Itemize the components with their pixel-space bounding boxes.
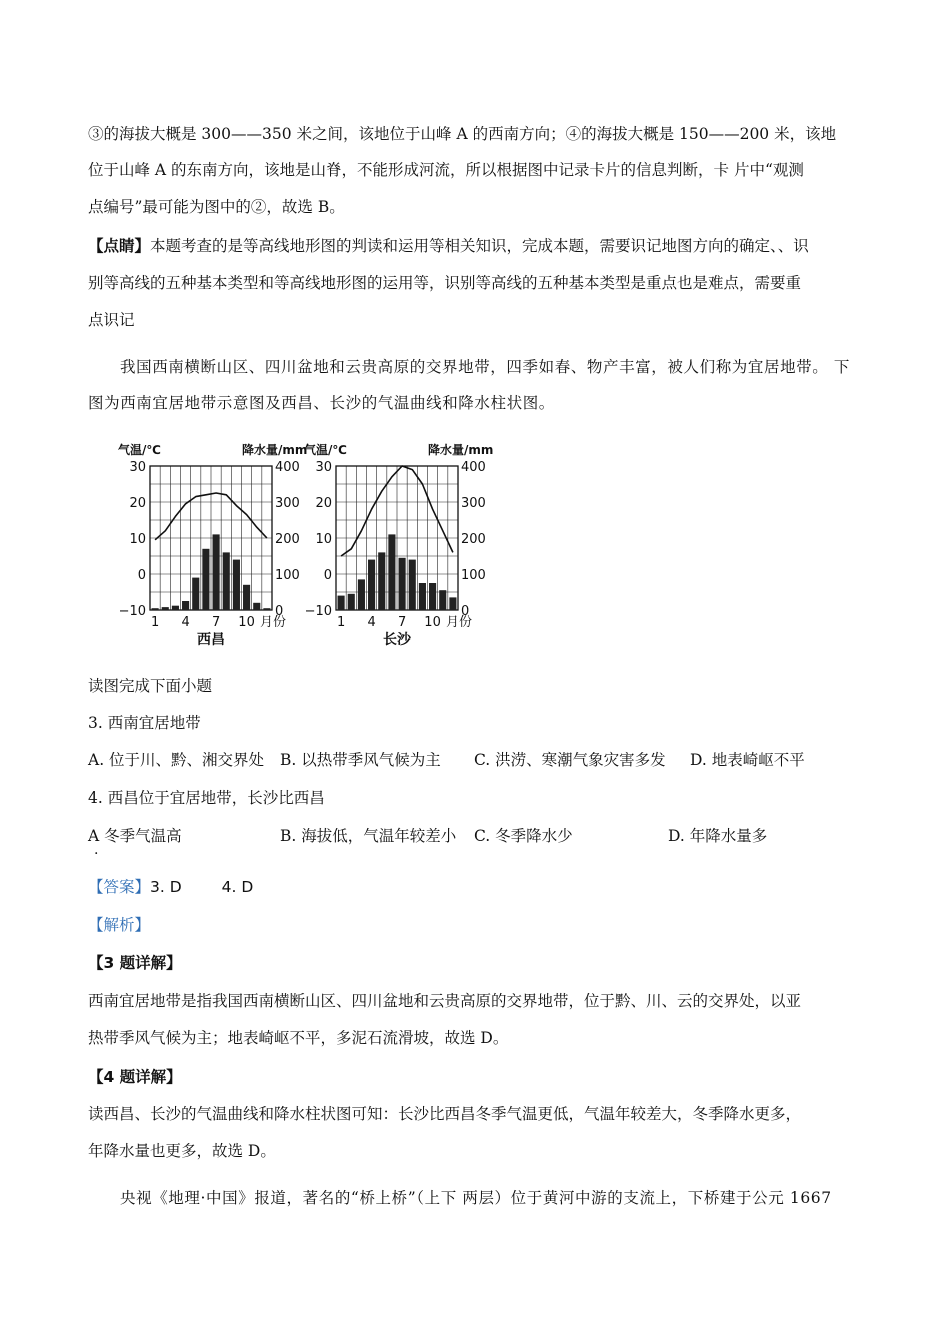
- chart-1-right-tick: 200: [275, 532, 300, 547]
- chart-2-title: 长沙: [383, 632, 411, 648]
- question-4-option-a[interactable]: A 冬季气温高: [88, 827, 182, 845]
- question-4-stem: 4. 西昌位于宜居地带，长沙比西昌: [88, 789, 325, 807]
- dianjing-label: 【点睛】: [88, 236, 151, 255]
- chart-2-precip-bar: [399, 558, 406, 610]
- intro-line-2: 图为西南宜居地带示意图及西昌、长沙的气温曲线和降水柱状图。: [88, 394, 555, 412]
- chart-1-left-tick: 20: [129, 496, 146, 511]
- chart-1-precip-bar: [152, 608, 159, 610]
- chart-2-precip-bar: [348, 594, 355, 610]
- question-3-option-a[interactable]: A. 位于川、黔、湘交界处: [88, 751, 265, 769]
- chart-1-x-tick: 10: [238, 615, 255, 630]
- chart-1-precip-bar: [253, 603, 260, 610]
- dianjing-line-2: 别等高线的五种基本类型和等高线地形图的运用等，识别等高线的五种基本类型是重点也是难点，需要重: [88, 274, 802, 292]
- climate-charts: [110, 436, 510, 656]
- chart-1-x-tick: 7: [211, 615, 221, 630]
- question-3-option-d[interactable]: D. 地表崎岖不平: [690, 751, 805, 769]
- chart-2-precip-bar: [429, 583, 436, 610]
- chart-1-precip-bar: [192, 578, 199, 610]
- chart-1-left-tick: 10: [129, 532, 146, 547]
- chart-2-precip-bar: [439, 590, 446, 610]
- analysis-label: 【解析】: [88, 916, 151, 934]
- chart-1-right-tick: 0: [275, 604, 284, 619]
- answer-label: 【答案】: [88, 878, 151, 896]
- question-intro: 读图完成下面小题: [88, 677, 213, 695]
- detail-4-title: 【4 题详解】: [88, 1068, 182, 1086]
- chart-2-precip-bar: [368, 560, 375, 610]
- chart-1-right-axis-label: 降水量/mm: [242, 443, 308, 457]
- chart-1-precip-bar: [182, 601, 189, 610]
- chart-2-x-tick: 7: [397, 615, 407, 630]
- chart-2-left-tick: 30: [315, 460, 332, 475]
- question-4-option-c[interactable]: C. 冬季降水少: [474, 827, 573, 845]
- chart-1-x-axis-label: 月份: [260, 615, 287, 630]
- chart-2-right-tick: 200: [461, 532, 486, 547]
- chart-2-right-tick: 0: [461, 604, 470, 619]
- chart-1-left-tick: 30: [129, 460, 146, 475]
- chart-2-precip-bar: [388, 534, 395, 610]
- chart-1-left-axis-label: 气温/℃: [118, 443, 161, 457]
- chart-2-x-tick: 10: [424, 615, 441, 630]
- intro-line-1: 我国西南横断山区、四川盆地和云贵高原的交界地带，四季如春、物产丰富，被人们称为宜居地带。 下: [120, 358, 851, 376]
- answer-3: 3. D: [150, 878, 182, 896]
- detail-3-title: 【3 题详解】: [88, 954, 182, 972]
- chart-2-precip-bar: [338, 596, 345, 610]
- question-4-option-a-dot: .: [94, 842, 99, 858]
- detail-3-line-1: 西南宜居地带是指我国西南横断山区、四川盆地和云贵高原的交界地带，位于黔、川、云的交界处，以亚: [88, 992, 802, 1010]
- dianjing-text-1: 本题考查的是等高线地形图的判读和运用等相关知识，完成本题，需要识记地图方向的确定、、识: [150, 237, 809, 255]
- chart-2-right-tick: 400: [461, 460, 486, 475]
- chart-1-left-tick: 0: [137, 568, 146, 583]
- chart-2-x-tick: 4: [367, 615, 376, 630]
- chart-1-right-tick: 400: [275, 460, 300, 475]
- chart-1-precip-bar: [172, 606, 179, 610]
- chart-1-x-tick: 4: [181, 615, 190, 630]
- dianjing-line-3: 点识记: [88, 311, 135, 329]
- chart-2-right-tick: 300: [461, 496, 486, 511]
- answer-4: 4. D: [221, 878, 254, 896]
- chart-2-left-axis-label: 气温/℃: [304, 443, 347, 457]
- chart-2-precip-bar: [409, 560, 416, 610]
- chart-1-precip-bar: [202, 549, 209, 610]
- chart-2-precip-bar: [419, 583, 426, 610]
- chart-2-left-tick: −10: [304, 604, 332, 619]
- chart-2-x-tick: 1: [336, 615, 346, 630]
- chart-1-precip-bar: [213, 534, 220, 610]
- chart-2-right-axis-label: 降水量/mm: [428, 443, 494, 457]
- chart-1-precip-bar: [162, 607, 169, 610]
- chart-2-x-axis-label: 月份: [446, 615, 473, 630]
- chart-1-right-tick: 300: [275, 496, 300, 511]
- chart-2-right-tick: 100: [461, 568, 486, 583]
- question-3-stem: 3. 西南宜居地带: [88, 714, 201, 732]
- chart-2-left-tick: 10: [315, 532, 332, 547]
- chart-1-precip-bar: [233, 560, 240, 610]
- chart-1-right-tick: 100: [275, 568, 300, 583]
- analysis-line-1: ③的海拔大概是 300——350 米之间，该地位于山峰 A 的西南方向；④的海拔大概是 150——200 米，该地: [88, 125, 837, 143]
- next-intro-line-1: 央视《地理·中国》报道，著名的“桥上桥”（上下 两层）位于黄河中游的支流上，下桥建于公元 1667: [120, 1189, 832, 1207]
- chart-2-precip-bar: [449, 597, 456, 610]
- chart-1-precip-bar: [223, 552, 230, 610]
- chart-1-precip-bar: [263, 608, 270, 610]
- chart-2-precip-bar: [378, 552, 385, 610]
- detail-4-line-2: 年降水量也更多，故选 D。: [88, 1142, 276, 1160]
- chart-1-title: 西昌: [197, 632, 225, 648]
- analysis-line-2: 位于山峰 A 的东南方向，该地是山脊，不能形成河流，所以根据图中记录卡片的信息判断，卡 片中“观测: [88, 161, 804, 179]
- chart-1-left-tick: −10: [118, 604, 146, 619]
- chart-1-precip-bar: [243, 585, 250, 610]
- chart-2-left-tick: 20: [315, 496, 332, 511]
- question-3-option-b[interactable]: B. 以热带季风气候为主: [280, 751, 441, 769]
- answer-line: [88, 877, 253, 897]
- question-4-option-d[interactable]: D. 年降水量多: [668, 827, 768, 845]
- chart-1-x-tick: 1: [150, 615, 160, 630]
- analysis-line-3: 点编号”最可能为图中的②，故选 B。: [88, 198, 345, 216]
- detail-3-line-2: 热带季风气候为主；地表崎岖不平，多泥石流滑坡，故选 D。: [88, 1029, 509, 1047]
- chart-2-precip-bar: [358, 579, 365, 610]
- question-3-option-c[interactable]: C. 洪涝、寒潮气象灾害多发: [474, 751, 666, 769]
- dianjing-line-1: [88, 236, 809, 256]
- question-4-option-b[interactable]: B. 海拔低，气温年较差小: [280, 827, 457, 845]
- detail-4-line-1: 读西昌、长沙的气温曲线和降水柱状图可知：长沙比西昌冬季气温更低，气温年较差大，冬季降水更多，: [88, 1105, 802, 1123]
- chart-2-left-tick: 0: [323, 568, 332, 583]
